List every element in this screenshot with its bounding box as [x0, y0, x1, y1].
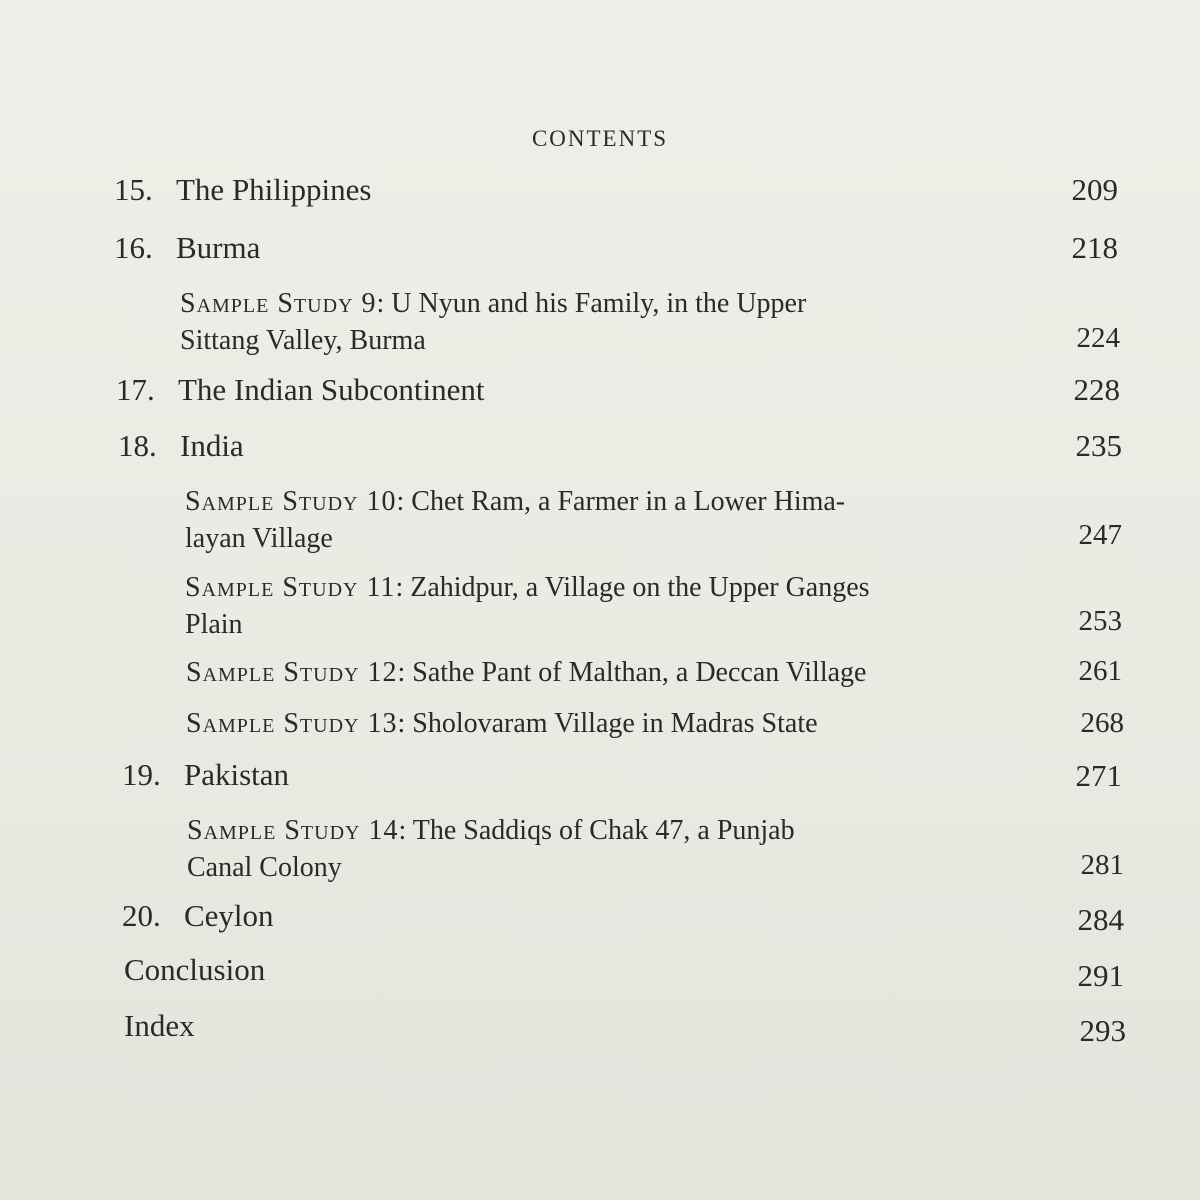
sample-study-line1: : Chet Ram, a Farmer in a Lower Hima- — [396, 486, 846, 517]
sample-study-label: Sample Study 9 — [180, 288, 377, 319]
sample-study-line2: Canal Colony — [187, 852, 342, 883]
page-number: 271 — [1075, 758, 1122, 793]
sample-study-line1: : Sholovaram Village in Madras State — [397, 708, 818, 739]
page-number: 247 — [1078, 519, 1122, 551]
chapter-title — [124, 1008, 195, 1044]
page-number: 291 — [1077, 958, 1124, 993]
sample-study-title — [186, 654, 866, 691]
sample-study-title — [187, 812, 795, 886]
chapter-name: Pakistan — [184, 757, 290, 792]
page-number: 224 — [1076, 322, 1120, 354]
sample-study-title — [185, 483, 845, 557]
page-number: 268 — [1080, 707, 1124, 739]
sample-study-title — [180, 285, 806, 359]
chapter-number: 20. — [122, 898, 161, 933]
chapter-name: The Indian Subcontinent — [178, 372, 485, 407]
sample-study-line2: Plain — [185, 609, 243, 640]
sample-study-line1: : Sathe Pant of Malthan, a Deccan Village — [397, 657, 867, 688]
page-number: 293 — [1079, 1013, 1126, 1048]
chapter-name: Conclusion — [124, 952, 266, 987]
page-number: 284 — [1077, 902, 1124, 937]
page-number: 261 — [1078, 655, 1122, 687]
page-number: 235 — [1075, 428, 1122, 463]
chapter-title — [118, 428, 244, 464]
sample-study-title — [185, 569, 870, 643]
chapter-number: 19. — [122, 757, 161, 792]
chapter-title — [124, 952, 265, 988]
chapter-title — [122, 757, 289, 793]
page-number: 228 — [1073, 372, 1120, 407]
page-number: 281 — [1080, 849, 1124, 881]
sample-study-line1: : Zahidpur, a Village on the Upper Ganges — [395, 572, 870, 603]
page-number: 218 — [1071, 230, 1118, 265]
sample-study-label: Sample Study 14 — [187, 815, 399, 846]
sample-study-line2: layan Village — [185, 523, 333, 554]
page-number: 253 — [1078, 605, 1122, 637]
chapter-name: The Philippines — [176, 172, 372, 207]
sample-study-line1: : U Nyun and his Family, in the Upper — [376, 288, 807, 319]
chapter-title — [122, 898, 274, 934]
sample-study-label: Sample Study 13 — [186, 708, 398, 739]
sample-study-line1: : The Saddiqs of Chak 47, a Punjab — [398, 815, 795, 846]
chapter-title — [114, 172, 371, 208]
chapter-number: 16. — [114, 230, 153, 265]
chapter-title — [114, 230, 260, 266]
sample-study-label: Sample Study 11 — [185, 572, 396, 603]
sample-study-label: Sample Study 12 — [186, 657, 398, 688]
chapter-number: 18. — [118, 428, 157, 463]
sample-study-title — [186, 705, 818, 742]
chapter-name: India — [180, 428, 244, 463]
sample-study-line2: Sittang Valley, Burma — [180, 325, 426, 356]
chapter-name: Index — [124, 1008, 195, 1043]
sample-study-label: Sample Study 10 — [185, 486, 397, 517]
page-title: CONTENTS — [531, 126, 669, 151]
chapter-number: 15. — [114, 172, 153, 207]
page-number: 209 — [1071, 172, 1118, 207]
chapter-number: 17. — [116, 372, 155, 407]
chapter-name: Ceylon — [184, 898, 274, 933]
chapter-name: Burma — [176, 230, 261, 265]
chapter-title — [116, 372, 485, 408]
